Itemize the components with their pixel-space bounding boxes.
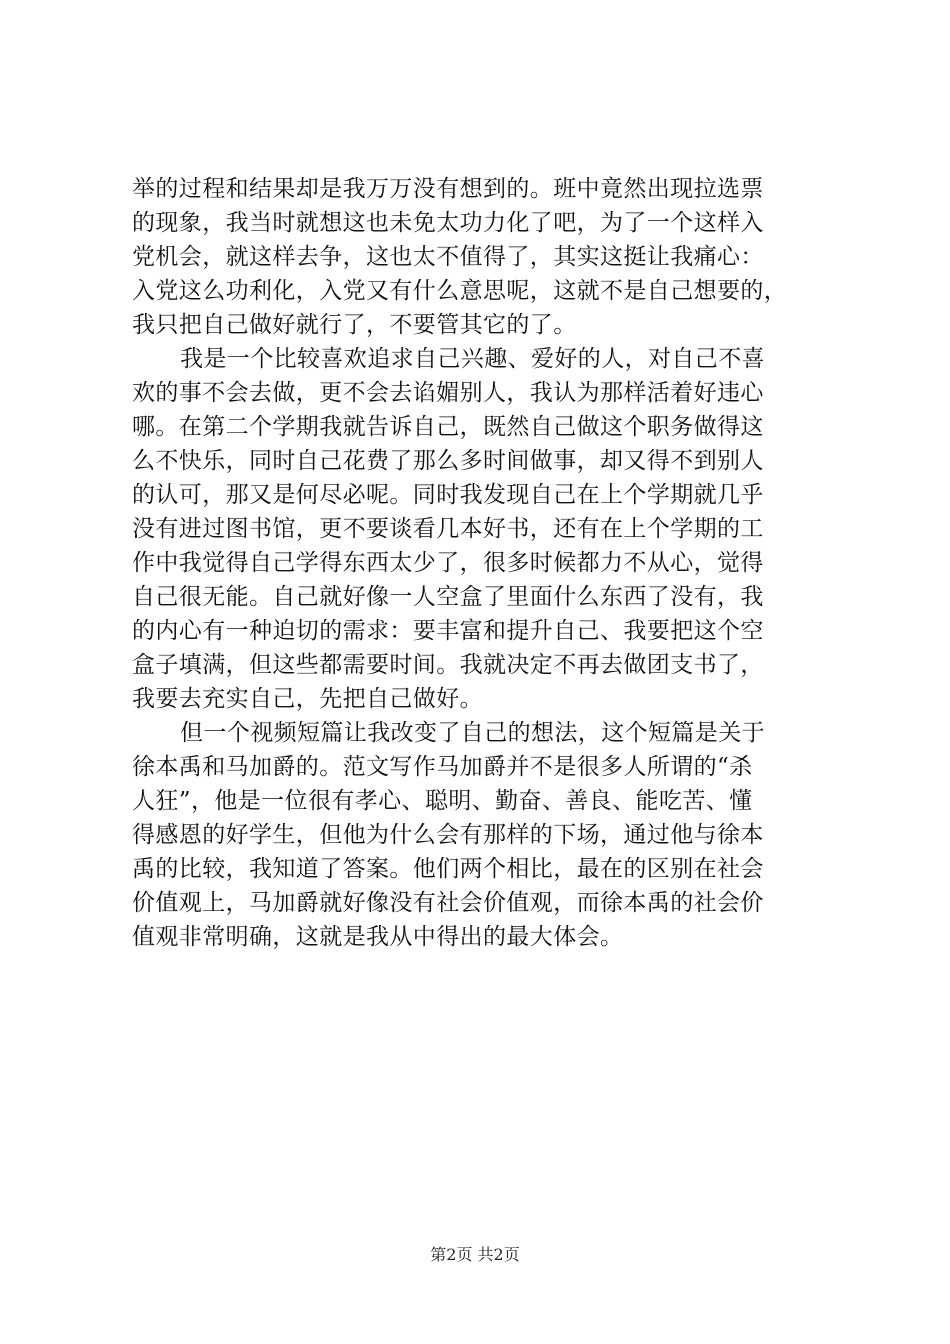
page-number-footer: 第2页 共2页 — [430, 1245, 520, 1264]
text-line: 入党这么功利化，入党又有什么意思呢，这就不是自己想要的， — [132, 278, 788, 304]
text-line: 自己很无能。自己就好像一人空盒了里面什么东西了没有，我 — [132, 584, 764, 610]
text-line: 欢的事不会去做，更不会去谄媚别人，我认为那样活着好违心 — [132, 380, 764, 406]
paragraph-first-line: 我是一个比较喜欢追求自己兴趣、爱好的人，对自己不喜 — [180, 346, 765, 372]
paragraph-first-line: 但一个视频短篇让我改变了自己的想法，这个短篇是关于 — [180, 720, 765, 746]
text-line: 人狂”，他是一位很有孝心、聪明、勤奋、善良、能吃苦、懂 — [132, 788, 753, 814]
text-line: 么不快乐，同时自己花费了那么多时间做事，却又得不到别人 — [132, 448, 764, 474]
text-line: 作中我觉得自己学得东西太少了，很多时候都力不从心，觉得 — [132, 550, 764, 576]
text-line: 的现象，我当时就想这也未免太功力化了吧，为了一个这样入 — [132, 210, 764, 236]
text-line: 哪。在第二个学期我就告诉自己，既然自己做这个职务做得这 — [132, 414, 764, 440]
text-line: 盒子填满，但这些都需要时间。我就决定不再去做团支书了， — [132, 652, 764, 678]
text-line: 得感恩的好学生，但他为什么会有那样的下场，通过他与徐本 — [132, 822, 764, 848]
text-line: 禹的比较，我知道了答案。他们两个相比，最在的区别在社会 — [132, 856, 764, 882]
text-line: 我只把自己做好就行了，不要管其它的了。 — [132, 312, 577, 338]
text-line: 徐本禹和马加爵的。范文写作马加爵并不是很多人所谓的“杀 — [132, 754, 753, 780]
text-line: 没有进过图书馆，更不要谈看几本好书，还有在上个学期的工 — [132, 516, 764, 542]
text-line: 的认可，那又是何尽必呢。同时我发现自己在上个学期就几乎 — [132, 482, 764, 508]
document-body — [132, 172, 852, 954]
text-line: 值观非常明确，这就是我从中得出的最大体会。 — [132, 924, 624, 950]
text-line: 我要去充实自己，先把自己做好。 — [132, 686, 483, 712]
text-line: 的内心有一种迫切的需求：要丰富和提升自己、我要把这个空 — [132, 618, 764, 644]
text-line: 价值观上，马加爵就好像没有社会价值观，而徐本禹的社会价 — [132, 890, 764, 916]
text-line: 党机会，就这样去争，这也太不值得了，其实这挺让我痛心： — [132, 244, 764, 270]
text-line: 举的过程和结果却是我万万没有想到的。班中竟然出现拉选票 — [132, 176, 764, 202]
